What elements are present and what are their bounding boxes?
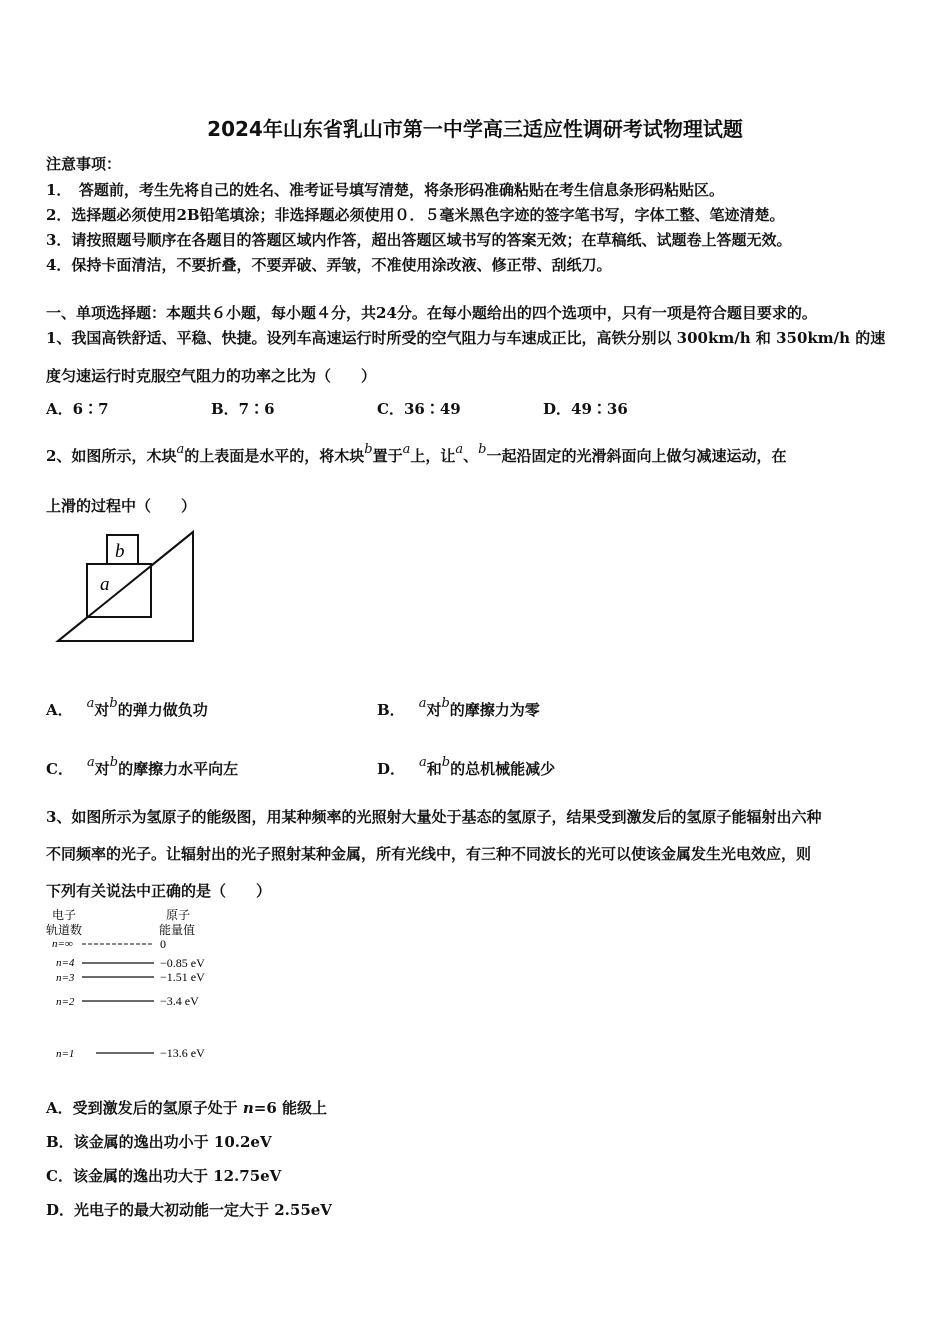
q3-option-d: D．光电子的最大初动能一定大于 2.55eV [46,1201,332,1219]
q1-option-d: D．49∶36 [543,400,628,418]
var-a: a [455,442,464,457]
var-b: b [109,696,118,711]
option-text: 的摩擦力为零 [449,701,540,719]
option-letter: D． [377,760,406,778]
var-b: b [441,755,451,770]
energy-level-diagram [42,905,232,1065]
notice-item-4: 4．保持卡面清洁，不要折叠，不要弄破、弄皱，不准使用涂改液、修正带、刮纸刀。 [46,256,612,274]
q2-incline-figure [50,528,200,646]
level-e-4: −0.85 eV [160,956,205,970]
option-text: 的总机械能减少 [450,760,556,778]
var-a: a [418,696,427,711]
level-e-2: −3.4 eV [160,994,199,1008]
q2-option-d [377,755,556,779]
q2-option-b [377,696,540,720]
q3-stem-line3: 下列有关说法中正确的是（ ） [46,882,272,900]
var-a: a [419,755,427,770]
var-a: a [176,442,185,457]
option-letter: C． [46,760,73,778]
level-e-inf: 0 [160,937,166,951]
var-b: b [478,442,487,457]
option-text: 对 [426,701,442,719]
q2-text: 一起沿固定的光滑斜面向上做匀减速运动，在 [486,447,787,465]
left-header-1: 电子 [52,908,77,922]
option-text: 对 [94,760,110,778]
q3-stem-line2: 不同频率的光子。让辐射出的光子照射某种金属，所有光线中，有三种不同波长的光可以使该金属发生光电效应，则 [46,845,812,863]
level-n-3: n=3 [56,972,75,984]
right-header-1: 原子 [166,908,191,922]
q2-option-c [46,755,239,779]
q2-stem-line1 [46,442,787,466]
level-n-4: n=4 [56,957,75,969]
section-1-heading: 一、单项选择题：本题共６小题，每小题４分，共24分。在每小题给出的四个选项中，只有一项是符合题目要求的。 [46,304,817,322]
q2-option-a [46,696,208,720]
level-n-1: n=1 [56,1048,75,1060]
notice-heading: 注意事项： [46,155,122,173]
var-a: a [86,696,95,711]
var-b: b [441,696,450,711]
q3-stem-line1: 3、如图所示为氢原子的能级图，用某种频率的光照射大量处于基态的氢原子，结果受到激发后的氢原子能辐射出六种 [46,808,822,826]
var-n: n [242,1099,254,1117]
option-text: 的弹力做负功 [117,701,208,719]
label-a: a [100,574,110,595]
q1-option-c: C．36∶49 [377,400,461,418]
q2-text: 2、如图所示，木块 [46,447,177,465]
notice-item-2: 2．选择题必须使用2B铅笔填涂；非选择题必须使用０．５毫米黑色字迹的签字笔书写，字体工整、笔迹清楚。 [46,206,785,224]
option-letter: B． [377,701,405,719]
option-text: 和 [426,760,442,778]
level-e-1: −13.6 eV [160,1046,205,1060]
q3-option-a [46,1097,327,1118]
q3-option-c: C．该金属的逸出功大于 12.75eV [46,1167,282,1185]
var-b: b [364,442,373,457]
notice-item-3: 3．请按照题号顺序在各题目的答题区域内作答，超出答题区域书写的答案无效；在草稿纸、试题卷上答题无效。 [46,231,792,249]
level-n-2: n=2 [56,996,75,1008]
option-text: 的摩擦力水平向左 [118,760,239,778]
q2-text: 、 [463,447,479,465]
q1-option-a: A．6∶7 [46,400,109,418]
page-title: 2024年山东省乳山市第一中学高三适应性调研考试物理试题 [207,117,743,141]
level-n-inf: n=∞ [52,938,73,950]
q2-text: 置于 [372,447,403,465]
q1-stem-line1: 1、我国高铁舒适、平稳、快捷。设列车高速运行时所受的空气阻力与车速成正比，高铁分别以 300km/h 和 350km/h 的速 [46,329,886,347]
right-header-2: 能量值 [159,923,196,937]
q2-text: 上，让 [410,447,456,465]
option-text: A．受到激发后的氢原子处于 [46,1099,243,1117]
q1-stem-line2: 度匀速运行时克服空气阻力的功率之比为（ ） [46,367,377,385]
q1-option-b: B．7∶6 [211,400,275,418]
option-text: =6 能级上 [253,1099,328,1117]
level-e-3: −1.51 eV [160,970,205,984]
left-header-2: 轨道数 [46,923,83,937]
var-b: b [109,755,119,770]
var-a: a [86,755,95,770]
option-text: 对 [94,701,110,719]
q2-stem-line2: 上滑的过程中（ ） [46,497,197,515]
q2-text: 的上表面是水平的，将木块 [184,447,365,465]
notice-item-1: 1． 答题前，考生先将自己的姓名、准考证号填写清楚，将条形码准确粘贴在考生信息条形码粘贴区。 [46,181,724,199]
option-letter: A． [46,701,73,719]
q3-option-b: B．该金属的逸出功小于 10.2eV [46,1133,272,1151]
label-b: b [115,541,125,562]
var-a: a [402,442,411,457]
